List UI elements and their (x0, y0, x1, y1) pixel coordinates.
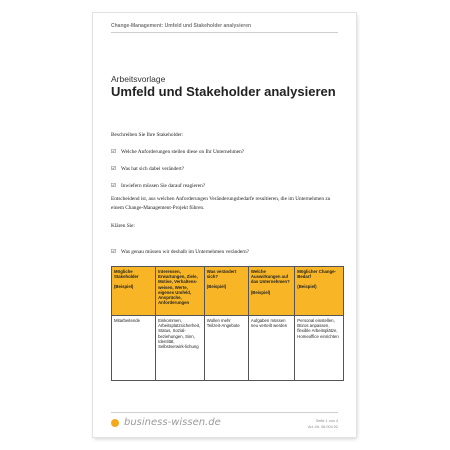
table-row (112, 316, 344, 381)
question-item (111, 166, 244, 183)
clarify-label: Klären Sie: (111, 223, 135, 229)
document-kicker: Arbeitsvorlage (111, 74, 166, 84)
document-page (93, 13, 356, 437)
table-header-row (112, 267, 344, 316)
table-cell: Einkommen, Arbeitsplatzsicherheit, Status, Sozial-beziehungen, Sinn, Identität, Selbstverwirk-lichung (156, 316, 205, 381)
question-text: Welche Anforderungen stellen diese on Ihr Unternehmen? (121, 149, 245, 155)
stakeholder-table (111, 266, 344, 381)
running-header: Change-Management: Umfeld und Stakeholder analysieren (111, 23, 252, 29)
explanation-paragraph: Entscheidend ist, aus welchen Anforderungen Veränderungsbedarfe resultieren, die im Unternehmen zu einem Change-Management-Projekt führen. (111, 196, 331, 211)
column-header-change-need: Möglicher Change-Bedarf (Beispiel) (295, 267, 344, 316)
checkbox-icon: ☑ (111, 149, 116, 155)
final-question-text: Was genau müssen wir deshalb im Unternehmen verändern? (121, 249, 249, 255)
brand-logo (111, 417, 221, 428)
column-example-label: (Beispiel) (206, 284, 227, 290)
table-cell: Mitarbeitende (112, 316, 156, 381)
checkbox-icon: ☑ (111, 249, 116, 255)
brand-name: business-wissen.de (124, 417, 221, 428)
column-example-label: (Beispiel) (114, 284, 134, 290)
table-cell: Personal einstellen, Büros anpassen, flexible Arbeitsplätze, Homeoffice einrichten (295, 316, 344, 381)
question-text: Was hat sich dabei verändert? (121, 166, 185, 172)
question-list (111, 149, 244, 200)
question-item (111, 149, 244, 166)
checkbox-icon: ☑ (111, 166, 116, 172)
table-cell: Aufgaben müssen neu verteilt werden (248, 316, 294, 381)
column-header-change: Was verändert sich? (Beispiel) (204, 267, 248, 316)
page-meta (308, 418, 338, 430)
table-cell: Wollen mehr Teilzeit-Angebote (204, 316, 248, 381)
column-header-impact: Welche Auswirkungen auf das Unternehmen? (Beispiel) (248, 267, 294, 316)
column-header-interests: Interessen, Erwartungen, Ziele, Motive, Verhaltens-weisen, Werte, eigenes Umfeld, Ansprüche, Anforderungen (156, 267, 205, 316)
intro-text: Beschreiben Sie Ihre Stakeholder: (111, 132, 184, 138)
column-example-label: (Beispiel) (250, 289, 271, 295)
document-title: Umfeld und Stakeholder analysieren (111, 84, 336, 99)
brand-dot-icon (111, 419, 119, 427)
column-example-label: (Beispiel) (297, 284, 317, 290)
header-divider (111, 32, 338, 33)
question-text: Inwiefern müssen Sie darauf reagieren? (121, 183, 206, 189)
final-question (111, 249, 249, 255)
article-number: Art.-Nr. 06.004.02 (308, 425, 338, 429)
checkbox-icon: ☑ (111, 183, 116, 189)
page-number: Seite 1 von 4 (315, 419, 338, 423)
footer-divider (111, 412, 338, 413)
column-header-stakeholder: Mögliche Stakeholder (Beispiel) (112, 267, 156, 316)
